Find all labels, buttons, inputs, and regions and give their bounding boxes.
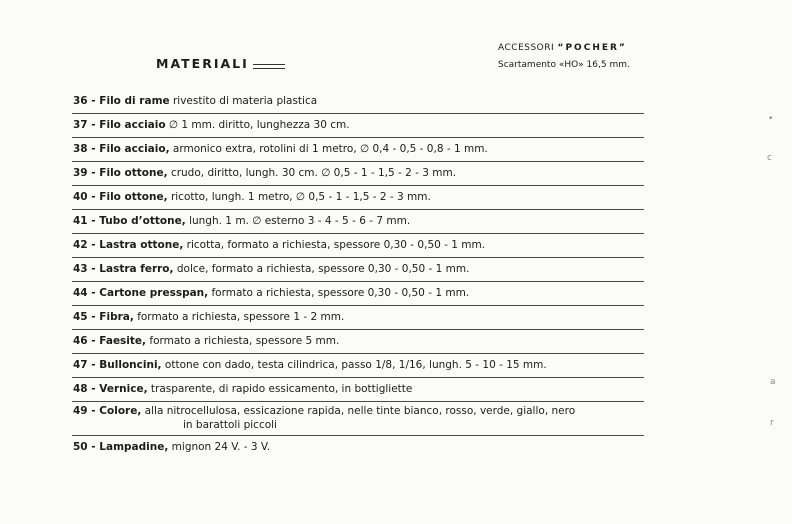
item-description: ricotto, lungh. 1 metro, ∅ 0,5 - 1 - 1,5 - 2 - 3 mm. (170, 191, 431, 203)
item-line (73, 440, 644, 454)
list-item (72, 436, 644, 459)
item-separator: - (87, 405, 100, 417)
item-description: crudo, diritto, lungh. 30 cm. ∅ 0,5 - 1 - 1,5 - 2 - 3 mm. (170, 167, 457, 179)
item-description: lungh. 1 m. ∅ esterno 3 - 4 - 5 - 6 - 7 mm. (189, 215, 411, 227)
item-description: formato a richiesta, spessore 1 - 2 mm. (137, 311, 345, 323)
item-description: formato a richiesta, spessore 5 mm. (149, 335, 340, 347)
item-name: Filo acciaio (99, 119, 166, 131)
title-rule-bottom (253, 68, 285, 69)
accessori-heading (498, 40, 630, 57)
margin-mark: a (770, 377, 776, 387)
item-line (73, 118, 644, 132)
item-name: Vernice, (99, 383, 148, 395)
item-line (73, 142, 644, 156)
item-separator: - (87, 119, 100, 131)
item-number: 41 (73, 215, 88, 227)
item-name: Cartone presspan, (99, 287, 209, 299)
item-line (73, 94, 644, 108)
item-number: 36 (73, 95, 88, 107)
list-item (72, 138, 644, 162)
accessori-prefix: ACCESSORI (498, 43, 555, 53)
item-description: alla nitrocellulosa, essicazione rapida, nelle tinte bianco, rosso, verde, giallo, nero (144, 405, 576, 417)
item-description-continuation: in barattoli piccoli (183, 419, 277, 431)
item-separator: - (87, 383, 100, 395)
list-item (72, 90, 644, 114)
item-number: 45 (73, 311, 88, 323)
item-name: Filo di rame (99, 95, 170, 107)
item-description: trasparente, di rapido essicamento, in bottigliette (150, 383, 413, 395)
header-right (498, 40, 630, 74)
list-item (72, 258, 644, 282)
margin-mark: c (767, 153, 772, 163)
item-line (73, 238, 644, 252)
item-line (73, 214, 644, 228)
title-rule-top (253, 64, 285, 65)
item-line (73, 190, 644, 204)
item-name: Filo ottone, (99, 191, 168, 203)
item-separator: - (87, 287, 100, 299)
margin-mark: • (768, 114, 774, 124)
list-item (72, 330, 644, 354)
item-separator: - (87, 167, 100, 179)
item-number: 44 (73, 287, 88, 299)
margin-mark: r (770, 418, 774, 428)
item-description: dolce, formato a richiesta, spessore 0,30 - 0,50 - 1 mm. (176, 263, 470, 275)
item-separator: - (87, 191, 100, 203)
item-description: ricotta, formato a richiesta, spessore 0,30 - 0,50 - 1 mm. (186, 239, 486, 251)
item-line (73, 310, 644, 324)
list-item (72, 186, 644, 210)
item-number: 47 (73, 359, 88, 371)
item-name: Bulloncini, (99, 359, 162, 371)
item-line (73, 404, 644, 418)
list-item (72, 114, 644, 138)
item-number: 38 (73, 143, 88, 155)
item-separator: - (87, 335, 100, 347)
item-separator: - (87, 239, 100, 251)
item-name: Fibra, (99, 311, 134, 323)
list-item (72, 210, 644, 234)
item-separator: - (87, 143, 100, 155)
item-separator: - (87, 441, 100, 453)
list-item (72, 306, 644, 330)
list-item (72, 162, 644, 186)
item-number: 48 (73, 383, 88, 395)
list-item (72, 354, 644, 378)
item-number: 37 (73, 119, 88, 131)
item-number: 49 (73, 405, 88, 417)
item-name: Tubo d’ottone, (99, 215, 186, 227)
item-description: mignon 24 V. - 3 V. (171, 441, 271, 453)
materials-list (72, 90, 644, 459)
item-line (73, 358, 644, 372)
item-description: ottone con dado, testa cilindrica, passo 1/8, 1/16, lungh. 5 - 10 - 15 mm. (164, 359, 547, 371)
list-item (72, 234, 644, 258)
item-description: armonico extra, rotolini di 1 metro, ∅ 0,4 - 0,5 - 0,8 - 1 mm. (172, 143, 488, 155)
item-line (73, 166, 644, 180)
item-number: 42 (73, 239, 88, 251)
item-separator: - (87, 359, 100, 371)
item-number: 39 (73, 167, 88, 179)
list-item (72, 378, 644, 402)
item-line (73, 262, 644, 276)
list-item (72, 282, 644, 306)
item-number: 50 (73, 441, 88, 453)
scartamento-line: Scartamento «HO» 16,5 mm. (498, 60, 630, 70)
item-separator: - (87, 215, 100, 227)
item-name: Lastra ferro, (99, 263, 174, 275)
item-number: 43 (73, 263, 88, 275)
item-name: Filo ottone, (99, 167, 168, 179)
item-separator: - (87, 95, 100, 107)
item-line (73, 334, 644, 348)
item-description: rivestito di materia plastica (172, 95, 318, 107)
item-line (73, 382, 644, 396)
item-description: ∅ 1 mm. diritto, lunghezza 30 cm. (168, 119, 350, 131)
accessori-brand: “POCHER” (557, 43, 627, 53)
item-name: Faesite, (99, 335, 147, 347)
list-item (72, 402, 644, 436)
item-separator: - (87, 263, 100, 275)
item-number: 46 (73, 335, 88, 347)
item-name: Lastra ottone, (99, 239, 184, 251)
item-number: 40 (73, 191, 88, 203)
item-name: Lampadine, (99, 441, 169, 453)
page-title: MATERIALI (156, 56, 249, 71)
item-name: Colore, (99, 405, 142, 417)
item-separator: - (87, 311, 100, 323)
item-line (73, 286, 644, 300)
item-description: formato a richiesta, spessore 0,30 - 0,50 - 1 mm. (211, 287, 470, 299)
item-name: Filo acciaio, (99, 143, 170, 155)
